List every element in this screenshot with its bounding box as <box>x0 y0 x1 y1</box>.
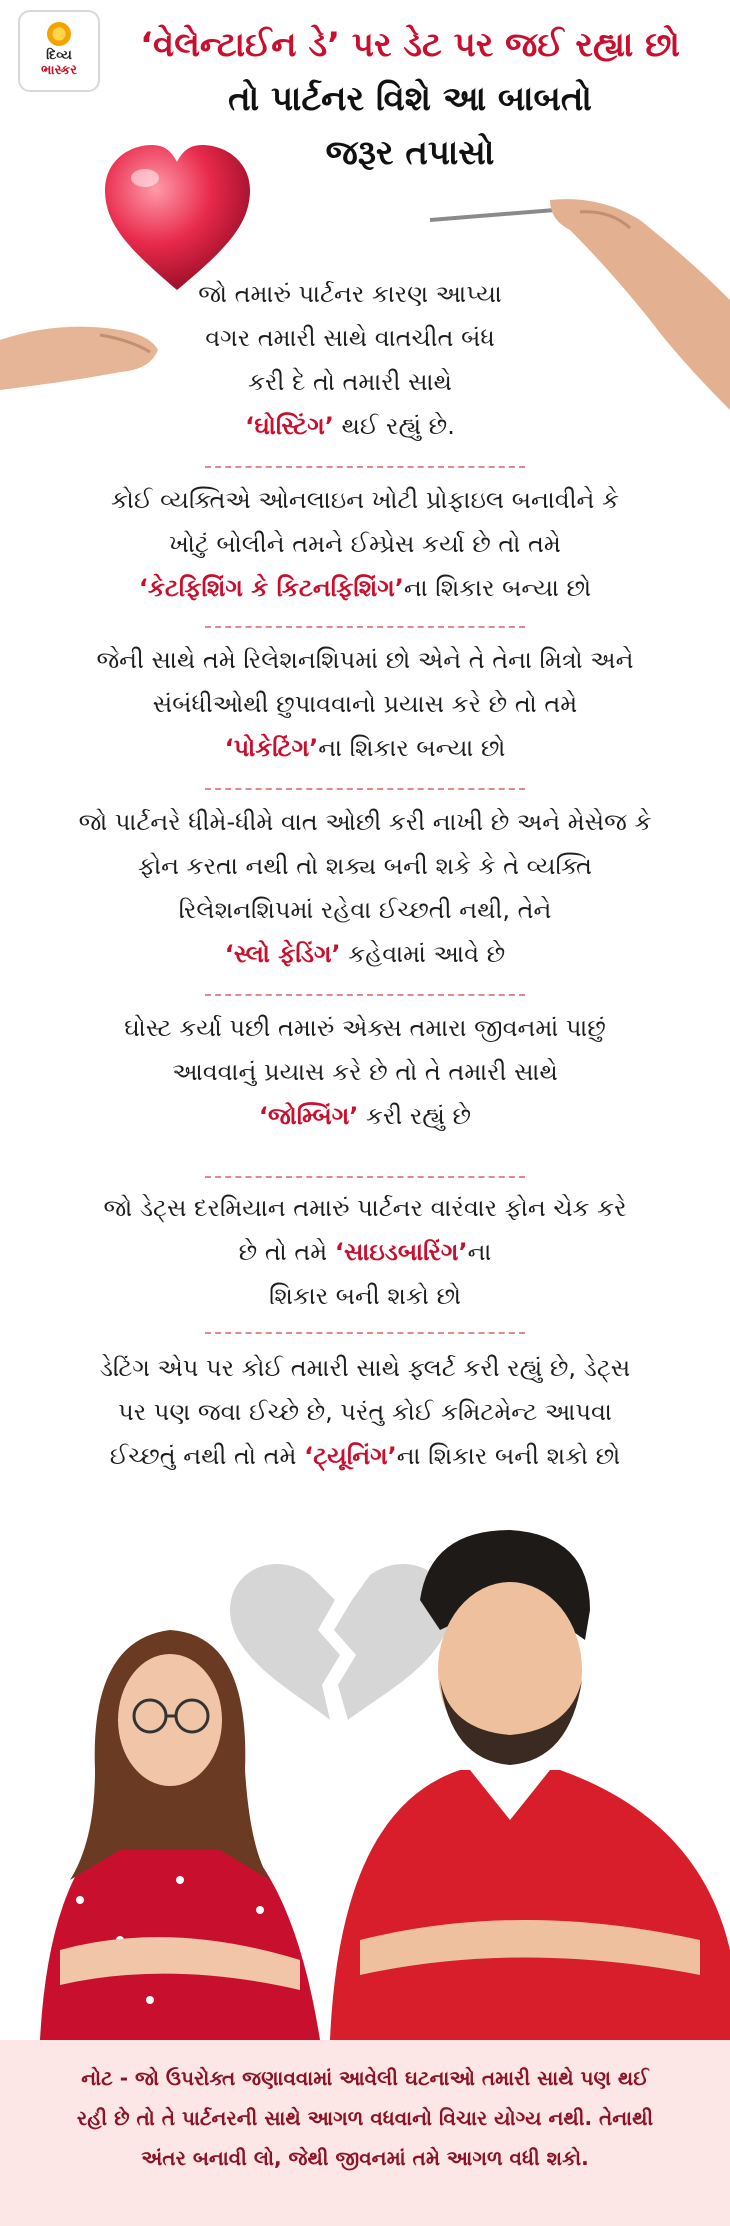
sun-icon <box>47 22 71 46</box>
title-line1: ‘વેલેન્ટાઈન ડે’ પર ડેટ પર જઈ રહ્યા છો <box>140 25 680 65</box>
couple-illustration <box>0 1520 730 2040</box>
item-text-after: ના શિકાર બની શકો છો <box>396 1442 621 1470</box>
item-text-line: વગર તમારી સાથે વાતચીત બંધ <box>205 324 495 352</box>
note-line: નોટ - જો ઉપરોક્ત જણાવવામાં આવેલી ઘટનાઓ તમારી સાથે પણ થઈ <box>81 2066 649 2090</box>
item-catfishing <box>32 478 698 610</box>
brand-name-line1: દિવ્ય <box>46 48 72 63</box>
item-text-after: ના શિકાર બન્યા છો <box>403 574 592 602</box>
term-highlight: ‘કેટફિશિંગ કે કિટનફિશિંગ’ <box>138 574 404 602</box>
item-text-line: જો ડેટ્સ દરમિયાન તમારું પાર્ટનર વારંવાર ફોન ચેક કરે <box>103 1194 627 1222</box>
note-line: અંતર બનાવી લો, જેથી જીવનમાં તમે આગળ વધી શકો. <box>141 2146 589 2170</box>
brand-logo <box>18 10 100 92</box>
item-text-line: જેની સાથે તમે રિલેશનશિપમાં છો એને તે તેના મિત્રો અને <box>96 646 634 674</box>
item-text-line: ઈચ્છતું નથી તો તમે <box>109 1442 305 1470</box>
item-text-after: ના <box>467 1238 492 1266</box>
item-slow-fading <box>32 800 698 976</box>
item-sidebarring <box>32 1186 698 1318</box>
term-highlight: ‘પોકેટિંગ’ <box>224 734 319 762</box>
item-text-line: રિલેશનશિપમાં રહેવા ઈચ્છતી નથી, તેને <box>178 896 552 924</box>
divider <box>205 994 525 996</box>
divider <box>205 1332 525 1334</box>
term-highlight: ‘ટ્યૂનિંગ’ <box>304 1442 397 1470</box>
title-line2: તો પાર્ટનર વિશે આ બાબતો <box>228 79 592 119</box>
item-pocketing <box>32 638 698 770</box>
item-text-line: છે તો તમે <box>238 1238 335 1266</box>
divider <box>205 626 525 628</box>
item-text-line: ડેટિંગ એપ પર કોઈ તમારી સાથે ફ્લર્ટ કરી રહ્યું છે, ડેટ્સ <box>99 1354 631 1382</box>
footer-note <box>0 2040 730 2226</box>
item-text-line: કોઈ વ્યક્તિએ ઓનલાઇન ખોટી પ્રોફાઇલ બનાવીને કે <box>110 486 620 514</box>
item-ghosting <box>120 272 580 448</box>
item-text-after: કહેવામાં આવે છે <box>340 940 506 968</box>
divider <box>205 788 525 790</box>
item-text-after: કરી રહ્યું છે <box>358 1102 472 1130</box>
item-text-line: સંબંધીઓથી છુપાવવાનો પ્રયાસ કરે છે તો તમે <box>152 690 578 718</box>
broken-heart-icon <box>230 1564 450 1720</box>
item-text-line: ખોટું બોલીને તમને ઈમ્પ્રેસ કર્યા છે તો તમે <box>169 530 561 558</box>
term-highlight: ‘સાઇડબારિંગ’ <box>334 1238 468 1266</box>
divider <box>205 1176 525 1178</box>
item-zombieing <box>32 1006 698 1138</box>
item-text-line: આવવાનું પ્રયાસ કરે છે તો તે તમારી સાથે <box>172 1058 558 1086</box>
term-highlight: ‘જોમ્બિંગ’ <box>258 1102 359 1130</box>
item-text-line: ઘોસ્ટ કર્યા પછી તમારું એક્સ તમારા જીવનમાં પાછું <box>124 1014 606 1042</box>
item-text-after: ના શિકાર બન્યા છો <box>318 734 506 762</box>
term-highlight: ‘ઘોસ્ટિંગ’ <box>245 412 334 440</box>
item-tuning <box>32 1346 698 1478</box>
note-line: રહી છે તો તે પાર્ટનરની સાથે આગળ વધવાનો વિચાર યોગ્ય નથી. તેનાથી <box>76 2106 654 2130</box>
term-highlight: ‘સ્લો ફેડિંગ’ <box>224 940 341 968</box>
item-text-line: શિકાર બની શકો છો <box>268 1282 462 1310</box>
item-text-line: ફોન કરતા નથી તો શક્ય બની શકે કે તે વ્યક્તિ <box>138 852 592 880</box>
item-text-line: કરી દે તો તમારી સાથે <box>248 368 452 396</box>
divider <box>205 466 525 468</box>
brand-name-line2: ભાસ્કર <box>41 63 77 78</box>
item-text-line: પર પણ જવા ઈચ્છે છે, પરંતુ કોઈ કમિટમેન્ટ આપવા <box>118 1398 612 1426</box>
item-text-after: થઈ રહ્યું છે. <box>333 412 455 440</box>
item-text-line: જો પાર્ટનરે ધીમે-ધીમે વાત ઓછી કરી નાખી છે અને મેસેજ કે <box>78 808 652 836</box>
woman-figure <box>40 1630 320 2040</box>
item-text-line: જો તમારું પાર્ટનર કારણ આપ્યા <box>198 280 502 308</box>
title-line3: જરૂર તપાસો <box>325 133 495 173</box>
